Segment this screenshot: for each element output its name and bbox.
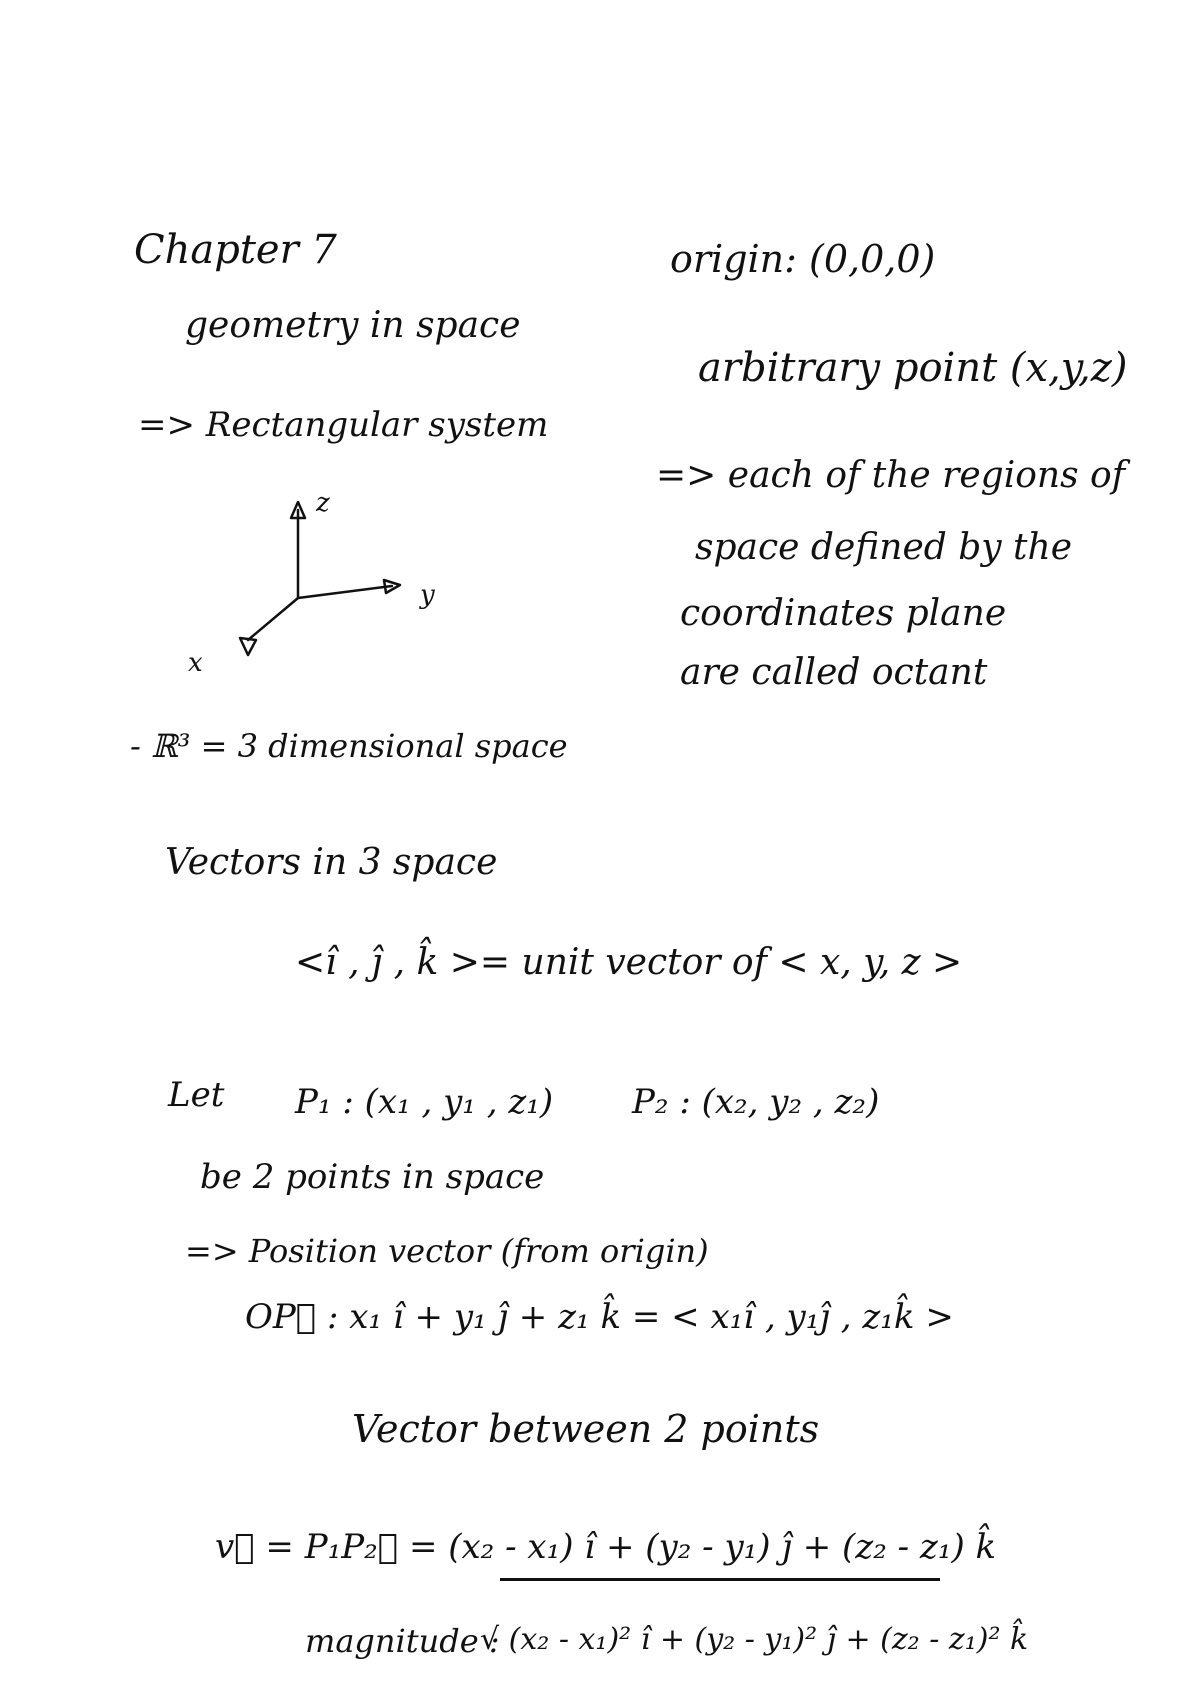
octant-text-line-3: coordinates plane [680,593,1007,634]
point-p2: P₂ : (x₂, y₂ , z₂) [632,1082,880,1122]
magnitude-label: magnitude : [305,1622,500,1660]
origin-line: origin: (0,0,0) [670,237,936,281]
op-formula: OP⃗ : x₁ î + y₁ ĵ + z₁ k̂ = < x₁î , y₁ĵ , z₁k̂ > [245,1297,954,1337]
y-axis-line [298,586,392,598]
unit-vectors-line: <î , ĵ , k̂ >= unit vector of < x, y, z > [295,942,963,983]
chapter-title: Chapter 7 [134,227,337,273]
axis-label-z: z [316,488,330,518]
let-label: Let [168,1075,225,1115]
position-vector-label: => Position vector (from origin) [185,1232,709,1270]
sqrt-overline [500,1578,940,1581]
x-axis-line [248,598,298,640]
octant-text-line-1: => each of the regions of [656,455,1126,496]
arbitrary-point-line: arbitrary point (x,y,z) [698,345,1128,391]
point-p1: P₁ : (x₁ , y₁ , z₁) [295,1082,554,1122]
octant-text-line-2: space defined by the [695,527,1073,568]
v-formula: v⃗ = P₁P₂⃗ = (x₂ - x₁) î + (y₂ - y₁) ĵ + (z₂ - z₁) k̂ [215,1527,997,1567]
octant-text-line-4: are called octant [680,652,988,693]
r3-definition: - ℝ³ = 3 dimensional space [130,727,568,765]
two-points-line: be 2 points in space [200,1157,545,1197]
magnitude-formula: √ (x₂ - x₁)² î + (y₂ - y₁)² ĵ + (z₂ - z₁)² k̂ [480,1622,1029,1657]
axis-label-x: x [188,648,203,678]
rectangular-system-label: => Rectangular system [138,405,549,445]
axes-diagram [170,480,460,700]
topic-heading: geometry in space [185,305,521,346]
axis-label-y: y [420,580,435,610]
vectors-heading: Vectors in 3 space [165,842,498,883]
between-points-heading: Vector between 2 points [352,1407,820,1451]
